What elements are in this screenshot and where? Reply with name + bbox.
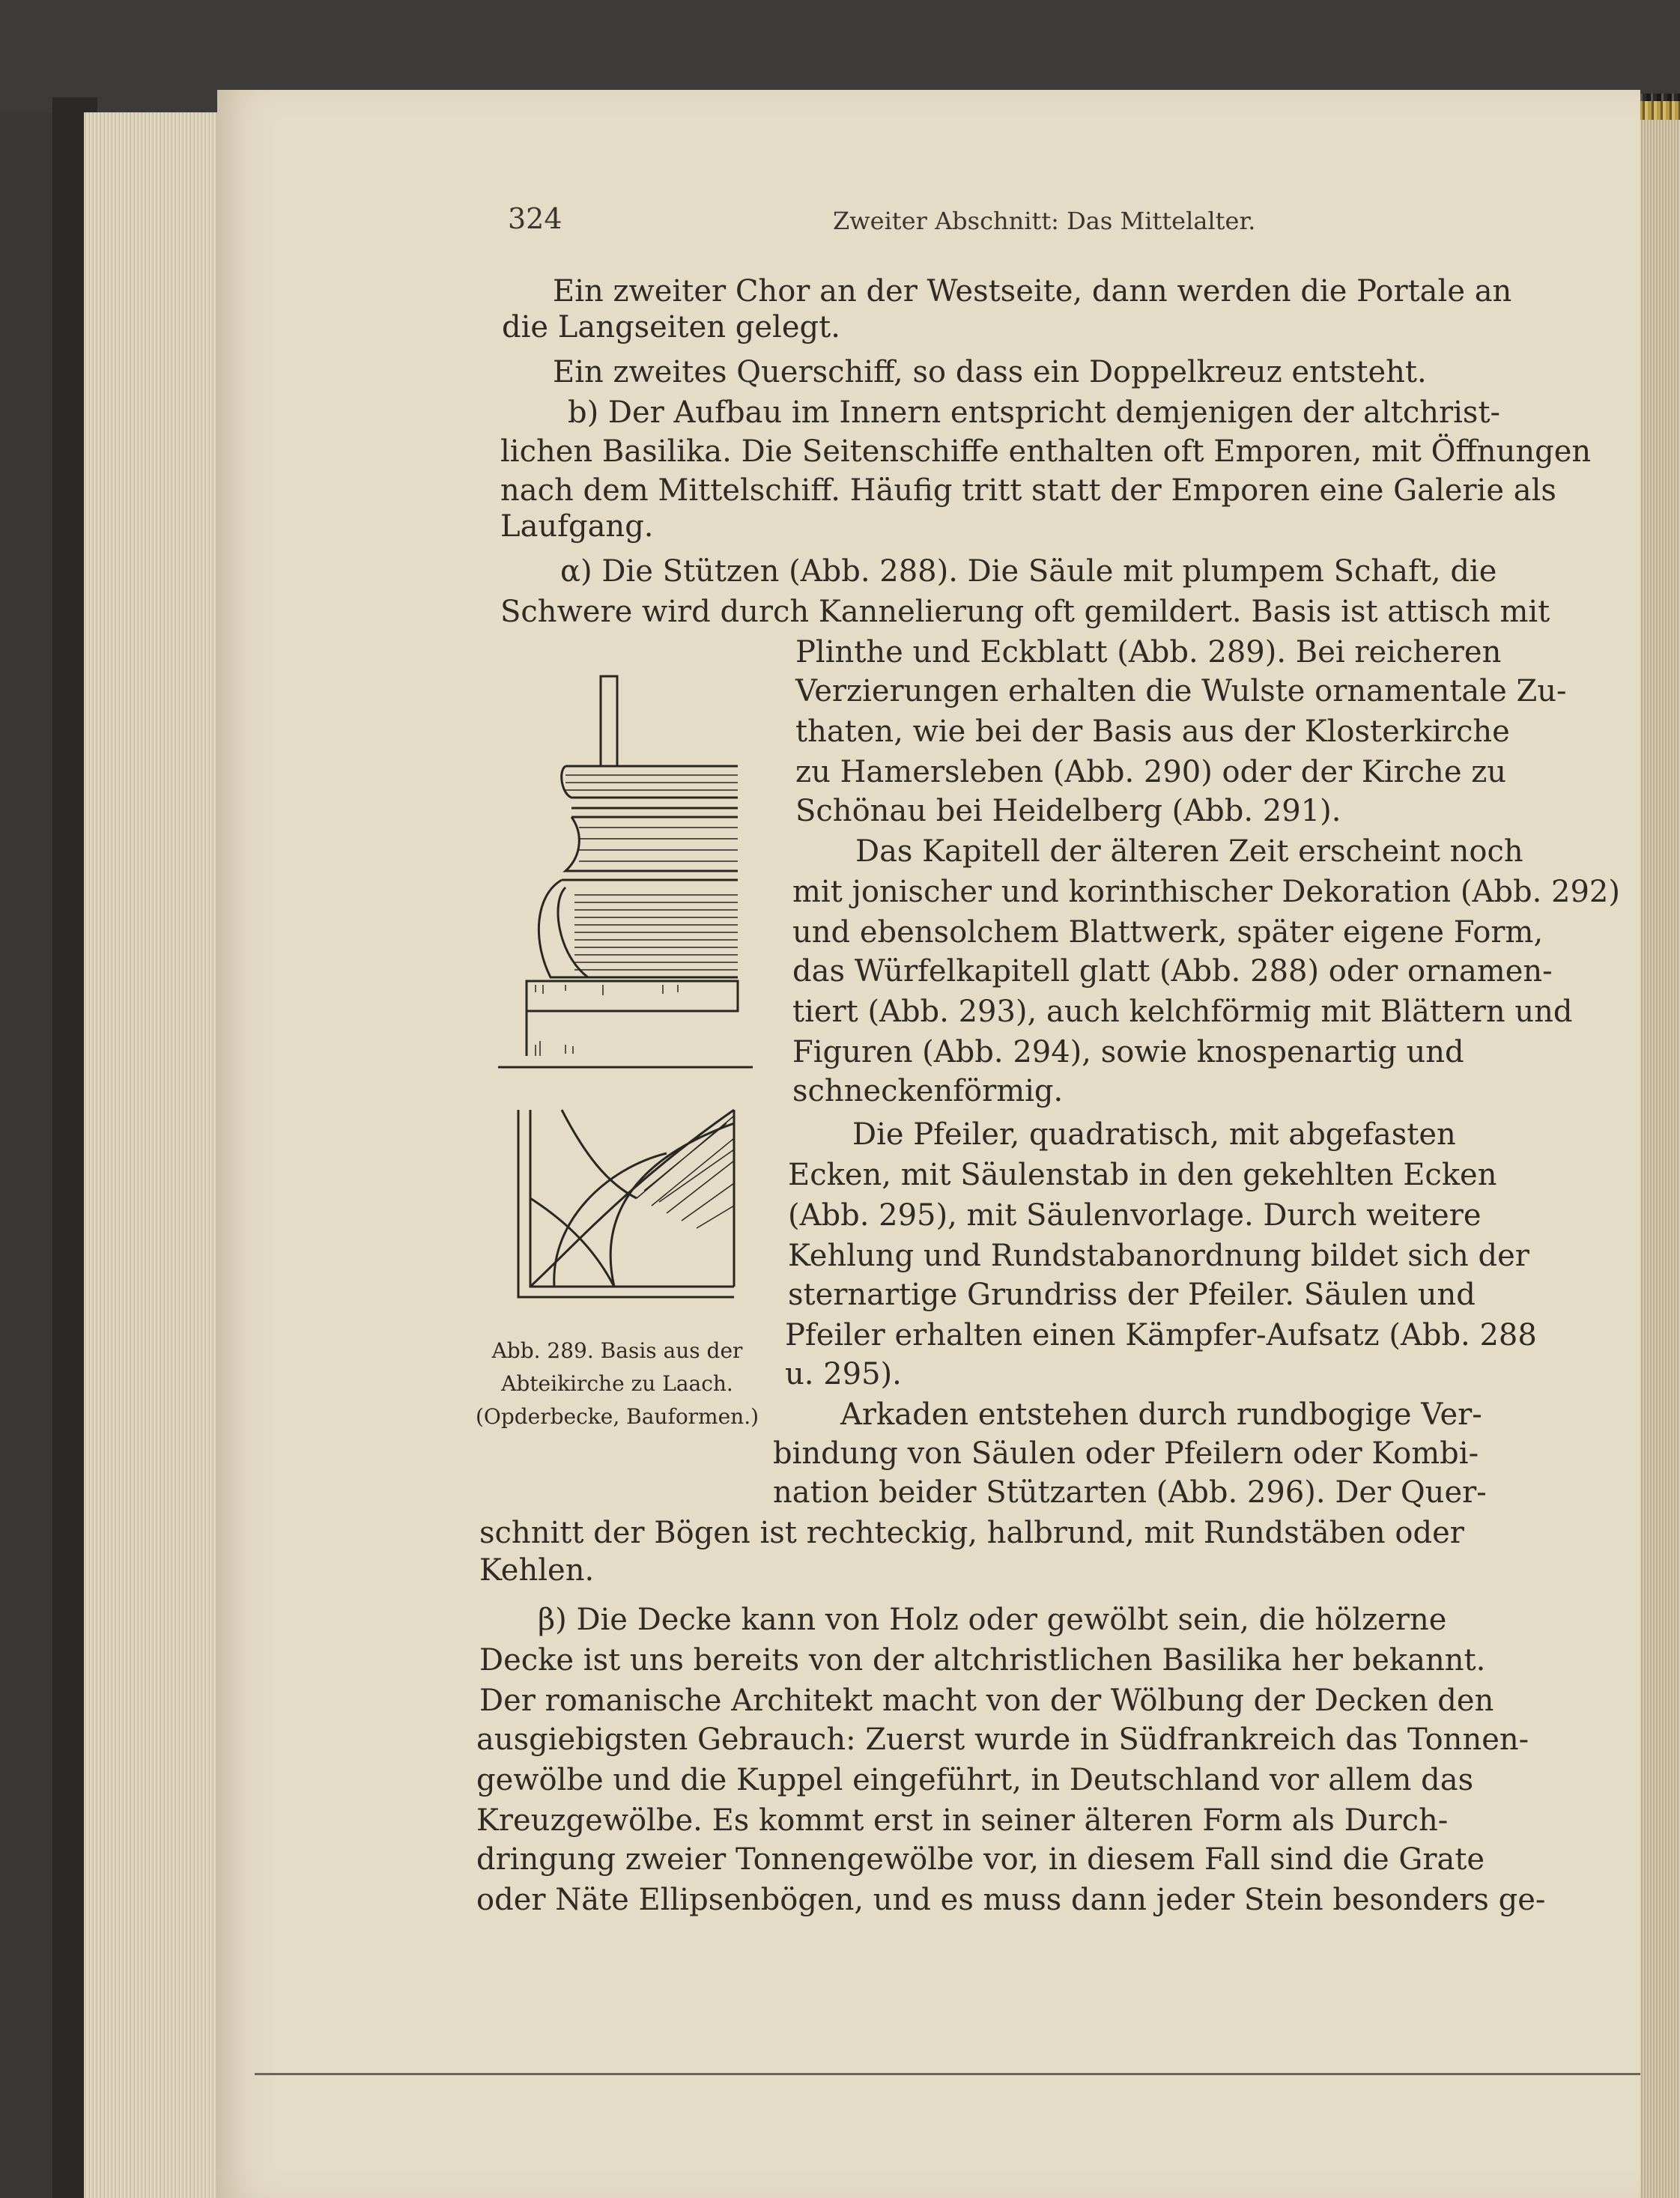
- column-base-elevation-figure: [491, 670, 760, 1075]
- text-line: ausgiebigsten Gebrauch: Zuerst wurde in Südfrankreich das Tonnen-: [476, 1722, 1529, 1757]
- text-line: Kehlen.: [479, 1553, 595, 1588]
- text-line: Ein zweites Querschiff, so dass ein Doppelkreuz entsteht.: [553, 355, 1427, 389]
- figure-caption-line: Abb. 289. Basis aus der: [491, 1338, 743, 1363]
- text-line: b) Der Aufbau im Innern entspricht demjenigen der altchrist-: [568, 395, 1501, 430]
- text-line: α) Die Stützen (Abb. 288). Die Säule mit plumpem Schaft, die: [560, 554, 1497, 589]
- page-stack-edges: [84, 112, 226, 2198]
- text-line: Verzierungen erhalten die Wulste ornamentale Zu-: [795, 674, 1567, 708]
- text-line: die Langseiten gelegt.: [502, 310, 840, 344]
- text-line: Ecken, mit Säulenstab in den gekehlten Ecken: [788, 1158, 1497, 1192]
- figure-caption-line: Abteikirche zu Laach.: [501, 1371, 733, 1396]
- text-line: zu Hamersleben (Abb. 290) oder der Kirche zu: [795, 755, 1507, 789]
- text-line: gewölbe und die Kuppel eingeführt, in Deutschland vor allem das: [476, 1763, 1474, 1797]
- text-line: Figuren (Abb. 294), sowie knospenartig und: [792, 1035, 1464, 1069]
- text-line: und ebensolchem Blattwerk, später eigene Form,: [792, 915, 1544, 950]
- text-line: nation beider Stützarten (Abb. 296). Der Quer-: [773, 1475, 1487, 1510]
- text-line: u. 295).: [785, 1357, 902, 1391]
- text-line: Arkaden entstehen durch rundbogige Ver-: [840, 1397, 1482, 1432]
- text-line: Laufgang.: [500, 509, 654, 544]
- text-line: Schwere wird durch Kannelierung oft gemildert. Basis ist attisch mit: [500, 595, 1550, 629]
- running-title: Zweiter Abschnitt: Das Mittelalter.: [833, 207, 1256, 235]
- text-line: Der romanische Architekt macht von der Wölbung der Decken den: [479, 1684, 1494, 1718]
- text-line: (Abb. 295), mit Säulenvorlage. Durch weitere: [788, 1198, 1482, 1233]
- text-line: das Würfelkapitell glatt (Abb. 288) oder ornamen-: [792, 954, 1553, 989]
- text-line: Schönau bei Heidelberg (Abb. 291).: [795, 794, 1341, 828]
- text-line: schnitt der Bögen ist rechteckig, halbrund, mit Rundstäben oder: [479, 1516, 1464, 1550]
- text-line: bindung von Säulen oder Pfeilern oder Kombi-: [773, 1436, 1479, 1471]
- page-bottom-rule: [255, 2073, 1640, 2075]
- text-line: Plinthe und Eckblatt (Abb. 289). Bei reicheren: [795, 635, 1502, 670]
- text-line: dringung zweier Tonnengewölbe vor, in diesem Fall sind die Grate: [476, 1842, 1485, 1877]
- text-line: Kehlung und Rundstabanordnung bildet sich der: [788, 1239, 1529, 1273]
- text-line: Das Kapitell der älteren Zeit erscheint noch: [855, 834, 1523, 869]
- text-line: schneckenförmig.: [792, 1074, 1064, 1108]
- text-line: Pfeiler erhalten einen Kämpfer-Aufsatz (Abb. 288: [785, 1318, 1537, 1353]
- text-line: Ein zweiter Chor an der Westseite, dann werden die Portale an: [553, 274, 1512, 309]
- text-line: thaten, wie bei der Basis aus der Klosterkirche: [795, 714, 1510, 749]
- page-number: 324: [508, 202, 562, 235]
- right-page-edges: [1637, 120, 1680, 2198]
- column-base-plan-figure: [517, 1108, 742, 1303]
- text-line: mit jonischer und korinthischer Dekoration (Abb. 292): [792, 875, 1620, 909]
- text-line: sternartige Grundriss der Pfeiler. Säulen und: [788, 1278, 1476, 1312]
- text-line: Die Pfeiler, quadratisch, mit abgefasten: [852, 1117, 1456, 1152]
- text-line: Decke ist uns bereits von der altchristlichen Basilika her bekannt.: [479, 1643, 1486, 1678]
- text-line: β) Die Decke kann von Holz oder gewölbt sein, die hölzerne: [538, 1603, 1447, 1637]
- figure-caption-line: (Opderbecke, Bauformen.): [475, 1404, 759, 1429]
- text-line: nach dem Mittelschiff. Häufig tritt statt der Emporen eine Galerie als: [500, 473, 1556, 508]
- text-line: lichen Basilika. Die Seitenschiffe enthalten oft Emporen, mit Öffnungen: [500, 434, 1592, 469]
- text-line: tiert (Abb. 293), auch kelchförmig mit Blättern und: [792, 995, 1573, 1029]
- text-line: oder Näte Ellipsenbögen, und es muss dann jeder Stein besonders ge-: [476, 1883, 1546, 1917]
- text-line: Kreuzgewölbe. Es kommt erst in seiner älteren Form als Durch-: [476, 1803, 1449, 1838]
